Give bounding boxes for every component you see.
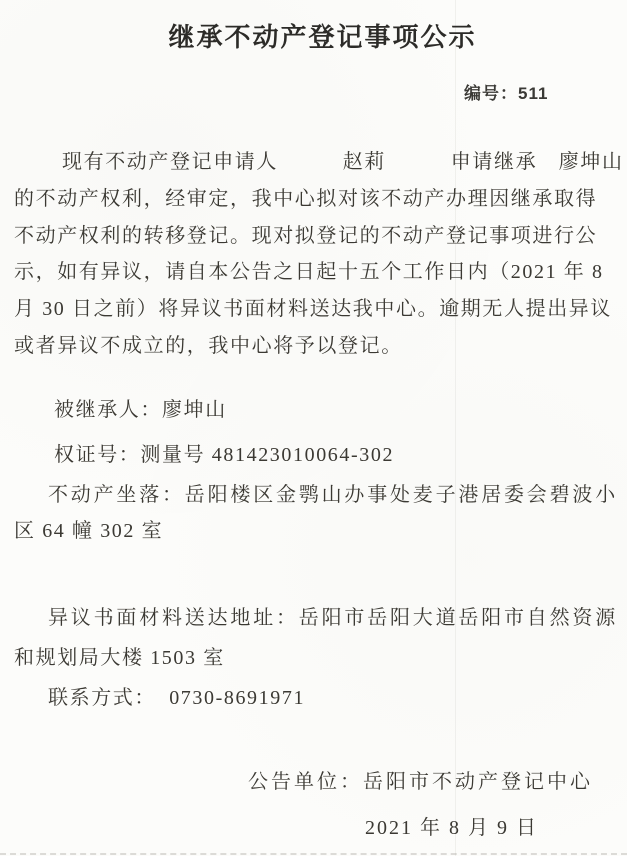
decedent-line: 被继承人：廖坤山 [54, 399, 227, 421]
intro-paragraph-line-5: 月 30 日之前）将异议书面材料送达我中心。逾期无人提出异议 [14, 298, 612, 320]
intro-paragraph-line-4: 示，如有异议，请自本公告之日起十五个工作日内（2021 年 8 [14, 261, 604, 283]
property-location-line-2: 区 64 幢 302 室 [14, 520, 164, 542]
document-title: 继承不动产登记事项公示 [168, 22, 477, 52]
certificate-number-line: 权证号：测量号 481423010064-302 [54, 444, 395, 466]
intro-paragraph-line-2: 的不动产权利，经审定，我中心拟对该不动产办理因继承取得 [14, 188, 598, 210]
scan-crease-line [455, 0, 456, 856]
intro-paragraph-line-1: 现有不动产登记申请人 赵莉 申请继承 廖坤山 [62, 151, 624, 173]
contact-phone-line: 联系方式： 0730-8691971 [48, 687, 306, 709]
intro-paragraph-line-3: 不动产权利的转移登记。现对拟登记的不动产登记事项进行公 [14, 225, 598, 247]
property-location-line-1: 不动产坐落：岳阳楼区金鹗山办事处麦子港居委会碧波小 [48, 484, 618, 506]
objection-address-line-2: 和规划局大楼 1503 室 [14, 647, 225, 669]
scan-edge-artifact [0, 853, 627, 855]
document-number: 编号：511 [464, 84, 549, 103]
intro-paragraph-line-6: 或者异议不成立的，我中心将予以登记。 [14, 335, 403, 357]
issuer-line: 公告单位：岳阳市不动产登记中心 [248, 771, 593, 793]
date-line: 2021 年 8 月 9 日 [365, 817, 538, 839]
objection-address-line-1: 异议书面材料送达地址：岳阳市岳阳大道岳阳市自然资源 [48, 607, 618, 629]
